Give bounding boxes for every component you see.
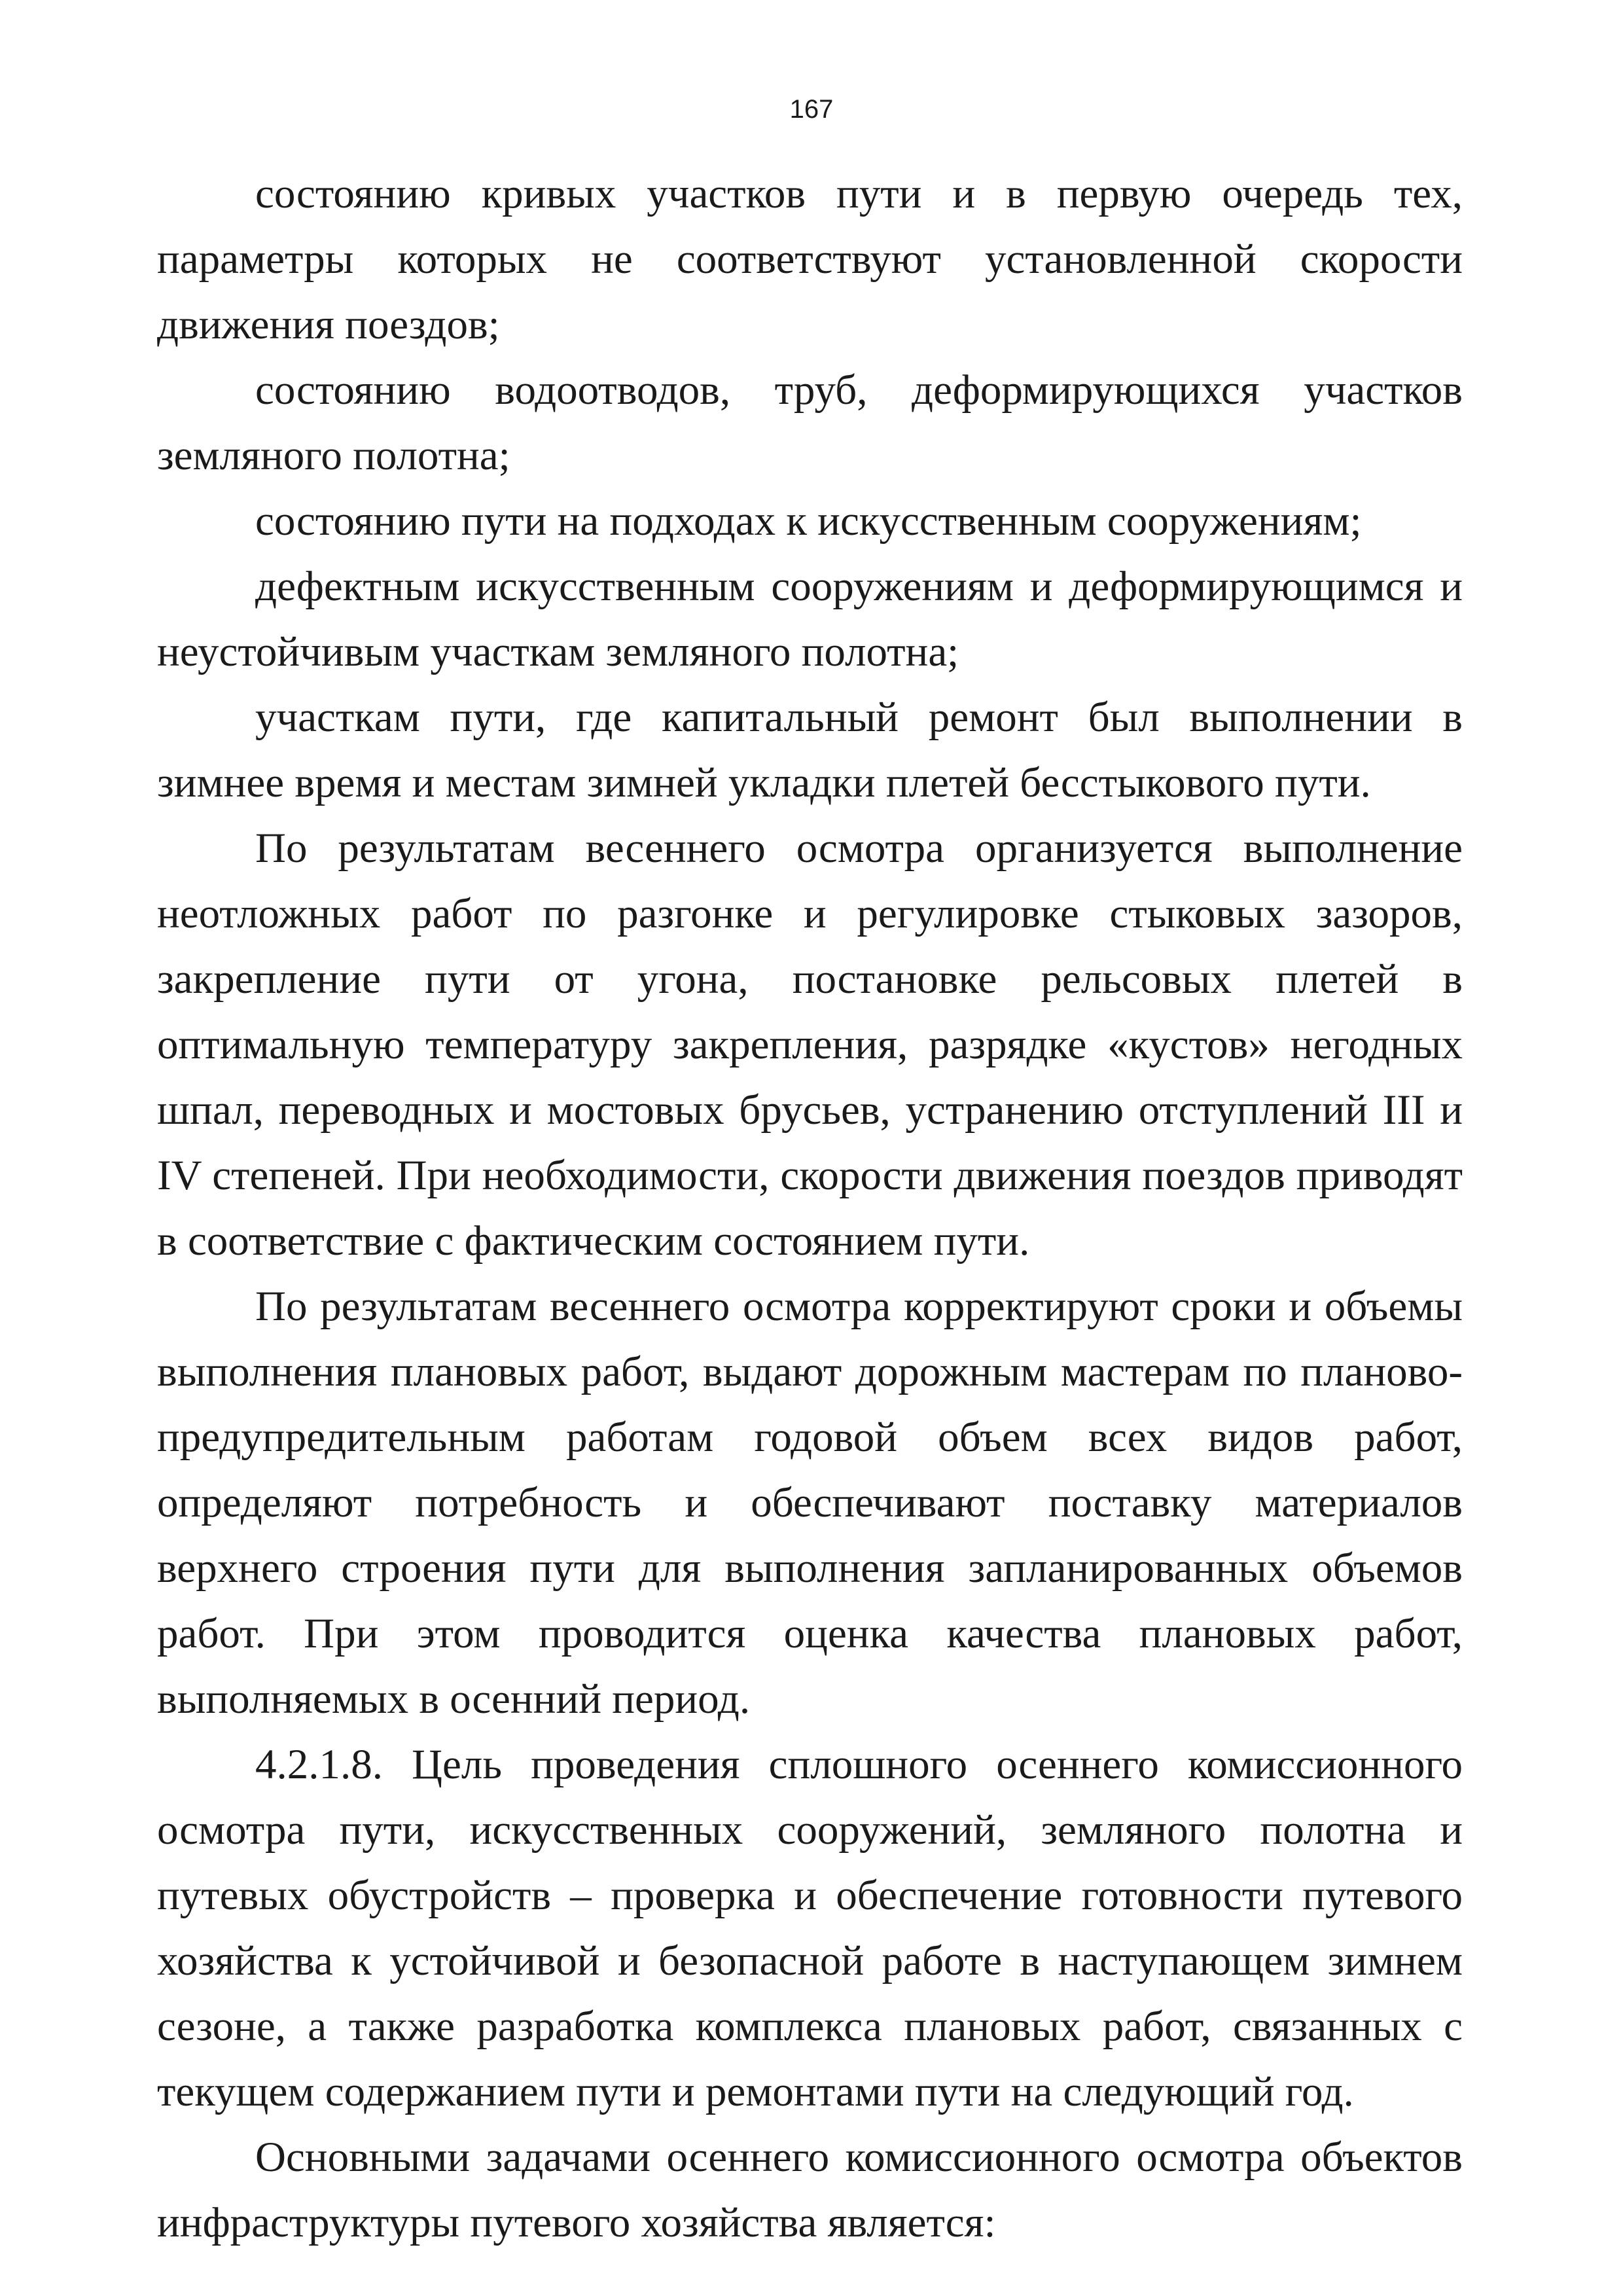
paragraph: состоянию водоотводов, труб, деформирующихся участков земляного полотна; xyxy=(157,367,1463,479)
paragraph: По результатам весеннего осмотра корректируют сроки и объемы выполнения плановых работ, выдают дорожным мастерам по планово-предупредительным работам годовой объем всех видов работ, определяют потребность и обеспечивают поставку материалов верхнего строения пути для выполнения запланированных объемов работ. При этом проводится оценка качества плановых работ, выполняемых в осенний период. xyxy=(157,1283,1463,1723)
paragraph: участкам пути, где капитальный ремонт был выполнении в зимнее время и местам зимней укладки плетей бесстыкового пути. xyxy=(157,694,1463,806)
body-text xyxy=(157,161,1463,2255)
paragraph: 4.2.1.8. Цель проведения сплошного осеннего комиссионного осмотра пути, искусственных сооружений, земляного полотна и путевых обустройств – проверка и обеспечение готовности путевого хозяйства к устойчивой и безопасной работе в наступающем зимнем сезоне, а также разработка комплекса плановых работ, связанных с текущем содержанием пути и ремонтами пути на следующий год. xyxy=(157,1741,1463,2115)
paragraph: состоянию пути на подходах к искусственным сооружениям; xyxy=(255,497,1362,545)
paragraph: дефектным искусственным сооружениям и деформирующимся и неустойчивым участкам земляного полотна; xyxy=(157,563,1463,675)
paragraph: По результатам весеннего осмотра организуется выполнение неотложных работ по разгонке и регулировке стыковых зазоров, закрепление пути от угона, постановке рельсовых плетей в оптимальную температуру закрепления, разрядке «кустов» негодных шпал, переводных и мостовых брусьев, устранению отступлений III и IV степеней. При необходимости, скорости движения поездов приводят в соответствие с фактическим состоянием пути. xyxy=(157,825,1463,1265)
paragraph: состоянию кривых участков пути и в первую очередь тех, параметры которых не соответствуют установленной скорости движения поездов; xyxy=(157,170,1463,348)
paragraph: Основными задачами осеннего комиссионного осмотра объектов инфраструктуры путевого хозяйства является: xyxy=(157,2134,1463,2246)
page-number: 167 xyxy=(789,95,834,124)
